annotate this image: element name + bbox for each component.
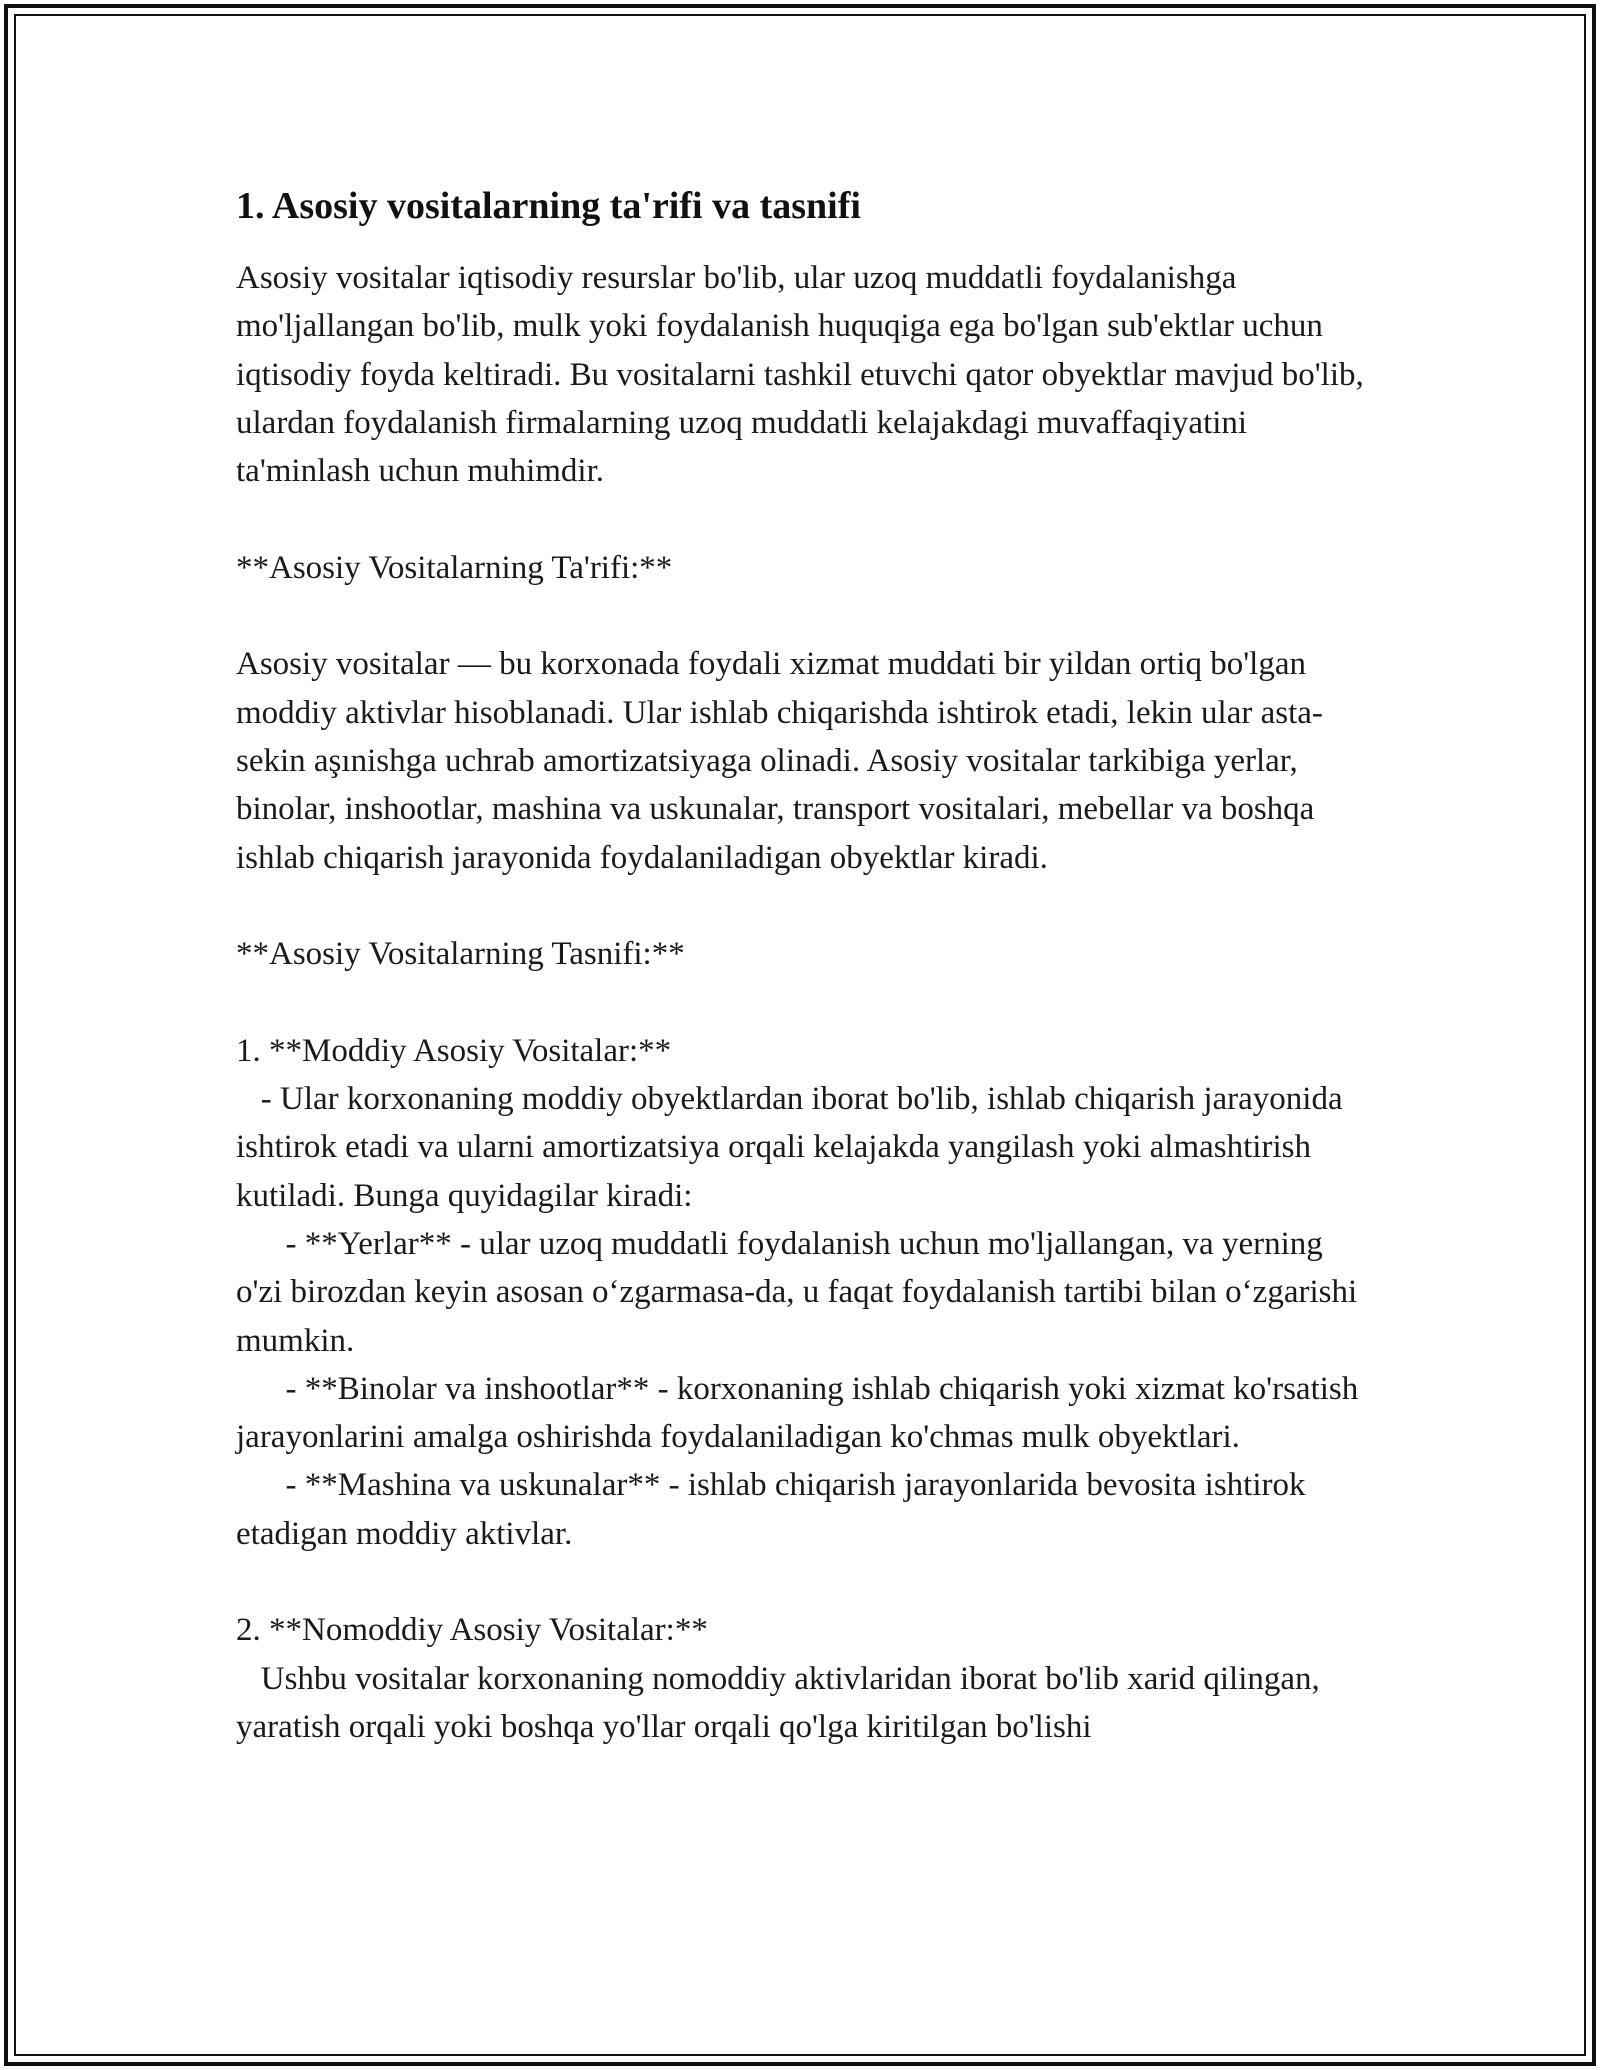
sub-item-lands: - **Yerlar** - ular uzoq muddatli foydalanish uchun mo'ljallangan, va yerning o'zi birozdan keyin asosan oʻzgarmasa-da, u faqat foydalanish tartibi bilan oʻzgarishi mumkin. <box>236 1225 1366 1359</box>
sub-item-buildings: - **Binolar va inshootlar** - korxonaning ishlab chiqarish yoki xizmat ko'rsatish jarayonlarini amalga oshirishda foydalaniladigan ko'chmas mulk obyektlari. <box>236 1370 1367 1456</box>
list-item-title-material: 1. **Moddiy Asosiy Vositalar:** <box>236 1032 672 1069</box>
paragraph-spacer <box>236 592 1376 640</box>
definition-paragraph: Asosiy vositalar — bu korxonada foydali xizmat muddati bir yildan ortiq bo'lgan moddiy aktivlar hisoblanadi. Ular ishlab chiqarishda ishtirok etadi, lekin ular asta-sekin aşınishga uchrab amortizatsiyaga olinadi. Asosiy vositalar tarkibiga yerlar, binolar, inshootlar, mashina va uskunalar, transport vositalari, mebellar va boshqa ishlab chiqarish jarayonida foydalaniladigan obyektlar kiradi. <box>236 646 1323 876</box>
document-body <box>236 180 1376 1751</box>
classification-title: **Asosiy Vositalarning Tasnifi:** <box>236 936 685 973</box>
list-item-text-intangible: Ushbu vositalar korxonaning nomoddiy aktivlaridan iborat bo'lib xarid qilingan, yaratish orqali yoki boshqa yo'llar orqali qo'lga kiritilgan bo'lishi <box>236 1660 1329 1745</box>
sub-item-machines: - **Mashina va uskunalar** - ishlab chiqarish jarayonlarida bevosita ishtirok etadigan moddiy aktivlar. <box>236 1467 1314 1552</box>
paragraph-spacer <box>236 882 1376 930</box>
paragraph-spacer <box>236 1558 1376 1606</box>
list-item-text-material: - Ular korxonaning moddiy obyektlardan iborat bo'lib, ishlab chiqarish jarayonida ishtirok etadi va ularni amortizatsiya orqali kelajakda yangilash yoki almashtirish kutiladi. Bunga quyidagilar kiradi: <box>236 1081 1351 1214</box>
paragraph-spacer <box>236 978 1376 1026</box>
section-heading: 1. Asosiy vositalarning ta'rifi va tasnifi <box>236 185 861 227</box>
list-item-title-intangible: 2. **Nomoddiy Asosiy Vositalar:** <box>236 1612 708 1649</box>
definition-title: **Asosiy Vositalarning Ta'rifi:** <box>236 549 673 586</box>
paragraph-spacer <box>236 495 1376 543</box>
intro-paragraph: Asosiy vositalar iqtisodiy resurslar bo'lib, ular uzoq muddatli foydalanishga mo'ljallangan bo'lib, mulk yoki foydalanish huquqiga ega bo'lgan sub'ektlar uchun iqtisodiy foyda keltiradi. Bu vositalarni tashkil etuvchi qator obyektlar mavjud bo'lib, ulardan foydalanish firmalarning uzoq muddatli kelajakdagi muvaffaqiyatini ta'minlash uchun muhimdir. <box>236 260 1372 490</box>
